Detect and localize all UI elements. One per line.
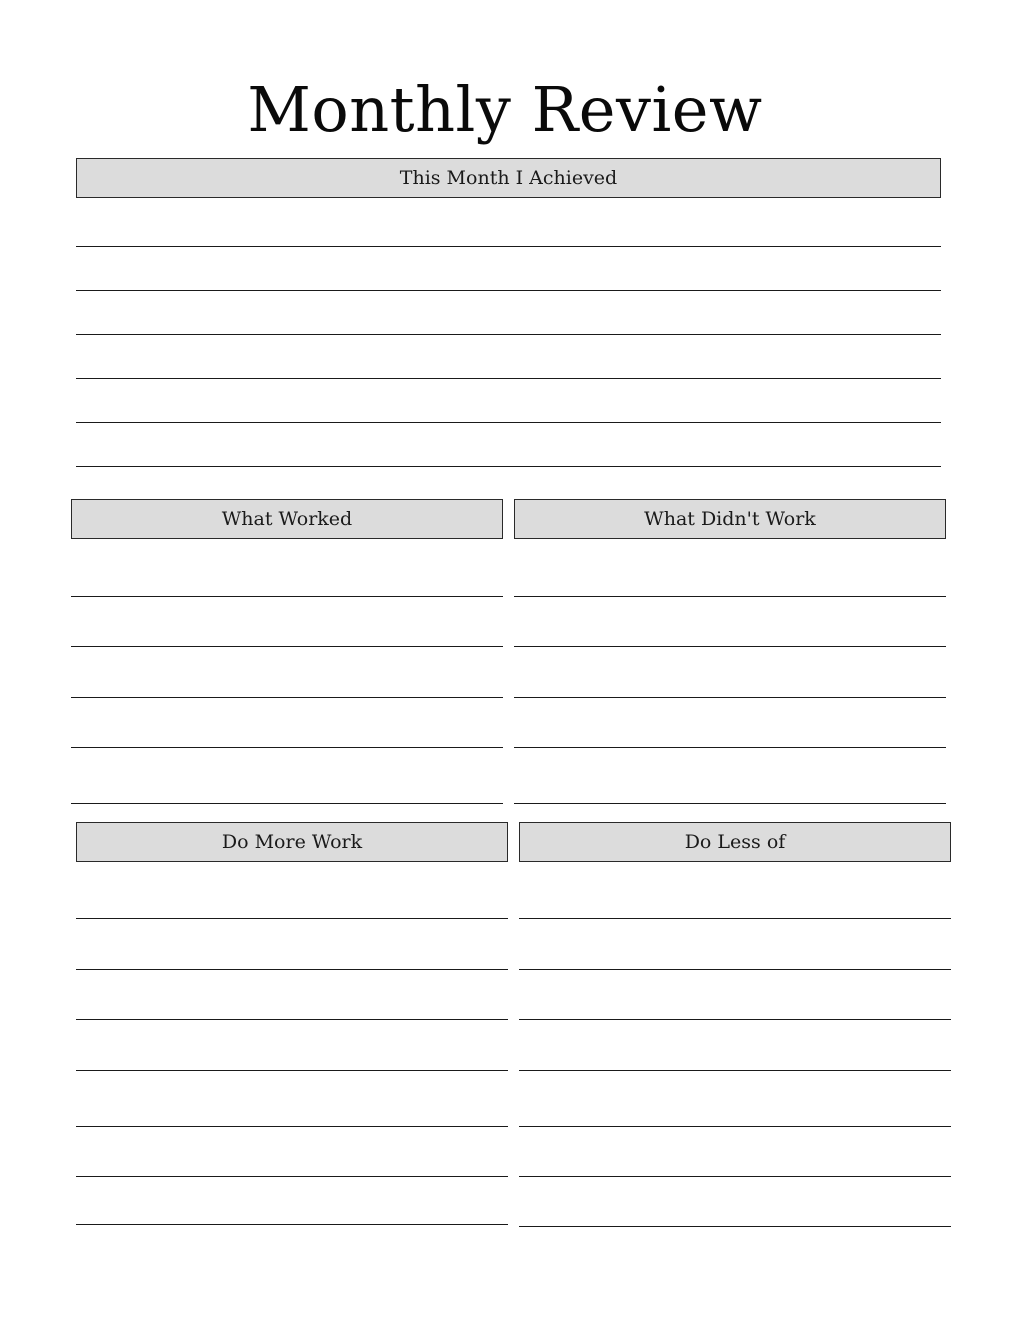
- writing-line[interactable]: [519, 918, 951, 919]
- writing-line[interactable]: [76, 918, 508, 919]
- writing-line[interactable]: [71, 596, 503, 597]
- writing-line[interactable]: [519, 1226, 951, 1227]
- writing-line[interactable]: [76, 422, 941, 423]
- writing-line[interactable]: [514, 596, 946, 597]
- page-title: Monthly Review: [247, 73, 763, 146]
- writing-line[interactable]: [519, 1019, 951, 1020]
- writing-line[interactable]: [71, 747, 503, 748]
- writing-line[interactable]: [76, 466, 941, 467]
- writing-line[interactable]: [514, 803, 946, 804]
- section-heading-what-worked: What Worked: [71, 499, 503, 539]
- section-heading-do-less: Do Less of: [519, 822, 951, 862]
- writing-line[interactable]: [71, 697, 503, 698]
- writing-line[interactable]: [76, 1070, 508, 1071]
- writing-line[interactable]: [76, 334, 941, 335]
- writing-line[interactable]: [76, 290, 941, 291]
- writing-line[interactable]: [519, 1126, 951, 1127]
- writing-line[interactable]: [76, 1019, 508, 1020]
- section-heading-achieved: This Month I Achieved: [76, 158, 941, 198]
- writing-line[interactable]: [76, 1126, 508, 1127]
- writing-line[interactable]: [514, 747, 946, 748]
- writing-line[interactable]: [519, 1176, 951, 1177]
- writing-line[interactable]: [76, 969, 508, 970]
- writing-line[interactable]: [76, 1224, 508, 1225]
- writing-line[interactable]: [76, 378, 941, 379]
- writing-line[interactable]: [71, 803, 503, 804]
- writing-line[interactable]: [71, 646, 503, 647]
- writing-line[interactable]: [76, 1176, 508, 1177]
- writing-line[interactable]: [76, 246, 941, 247]
- section-heading-what-didnt-work: What Didn't Work: [514, 499, 946, 539]
- writing-line[interactable]: [519, 969, 951, 970]
- writing-line[interactable]: [514, 646, 946, 647]
- writing-line[interactable]: [514, 697, 946, 698]
- section-heading-do-more: Do More Work: [76, 822, 508, 862]
- writing-line[interactable]: [519, 1070, 951, 1071]
